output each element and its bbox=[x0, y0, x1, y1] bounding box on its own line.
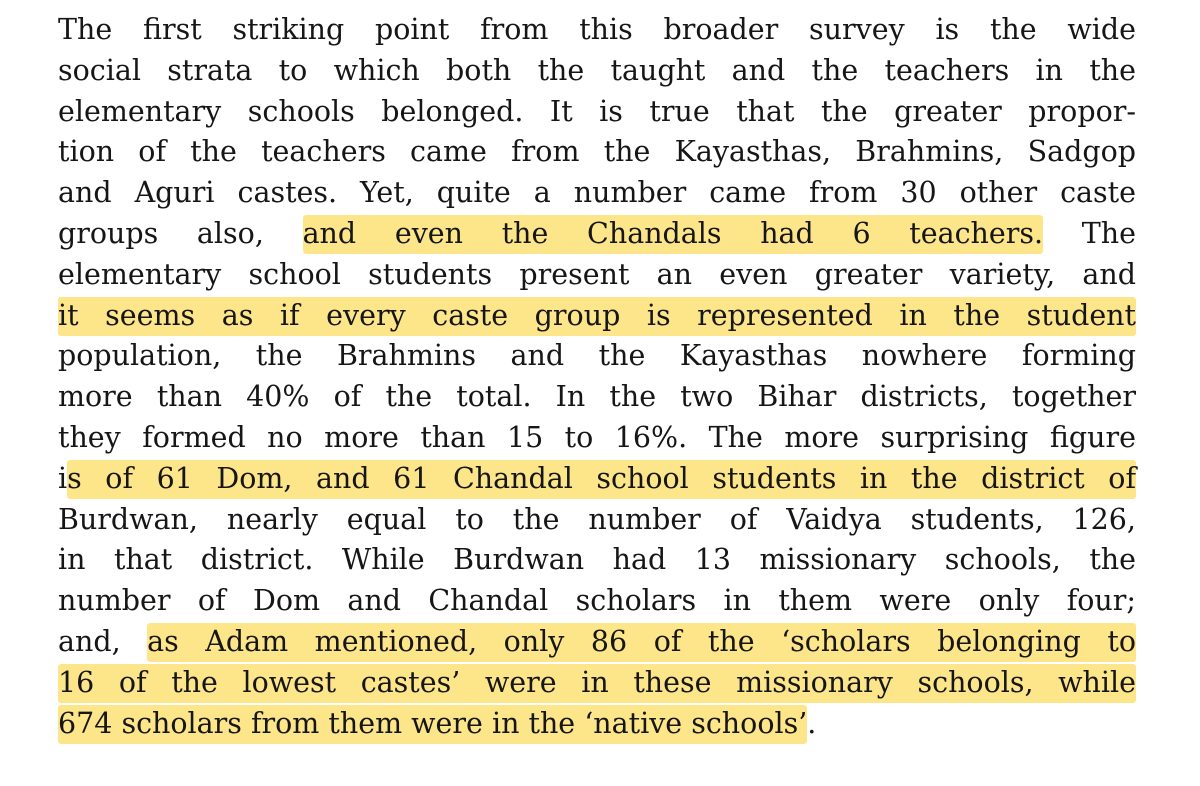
text-line bbox=[58, 663, 1136, 704]
highlighted-text: s of 61 Dom, and 61 Chandal school students in the district of bbox=[67, 460, 1136, 499]
text-line bbox=[58, 622, 1136, 663]
text-line bbox=[58, 214, 1136, 255]
text-line bbox=[58, 500, 1136, 541]
text-line bbox=[58, 704, 1136, 745]
line-text: elementary school students present an even greater variety, and bbox=[58, 257, 1136, 291]
body-paragraph bbox=[58, 10, 1136, 744]
line-text: The bbox=[1043, 216, 1137, 250]
line-text: The first striking point from this broader survey is the wide bbox=[58, 13, 1136, 46]
text-line bbox=[58, 377, 1136, 418]
text-line bbox=[58, 132, 1136, 173]
line-text: more than 40% of the total. In the two Bihar districts, together bbox=[58, 380, 1136, 414]
text-line bbox=[58, 418, 1136, 459]
line-text: and Aguri castes. Yet, quite a number came from 30 other caste bbox=[58, 176, 1136, 210]
highlighted-text: 674 scholars from them were in the ‘native schools’ bbox=[58, 705, 807, 744]
text-line bbox=[58, 255, 1136, 296]
text-line bbox=[58, 336, 1136, 377]
highlighted-text: 16 of the lowest castes’ were in these missionary schools, while bbox=[58, 664, 1136, 703]
line-text: population, the Brahmins and the Kayasthas nowhere forming bbox=[58, 339, 1136, 373]
text-line bbox=[58, 92, 1136, 133]
line-text: in that district. While Burdwan had 13 missionary schools, the bbox=[58, 543, 1136, 577]
text-line bbox=[58, 173, 1136, 214]
line-text: groups also, bbox=[58, 216, 303, 250]
line-text: tion of the teachers came from the Kayasthas, Brahmins, Sadgop bbox=[58, 135, 1136, 169]
text-line bbox=[58, 540, 1136, 581]
line-text: social strata to which both the taught and the teachers in the bbox=[58, 53, 1136, 87]
highlighted-text: and even the Chandals had 6 teachers. bbox=[303, 215, 1044, 254]
text-line bbox=[58, 581, 1136, 622]
line-text: i bbox=[58, 461, 68, 495]
line-text: number of Dom and Chandal scholars in them were only four; bbox=[58, 584, 1136, 618]
line-text: Burdwan, nearly equal to the number of Vaidya students, 126, bbox=[58, 502, 1136, 536]
line-text: . bbox=[807, 706, 817, 740]
highlighted-text: as Adam mentioned, only 86 of the ‘scholars belonging to bbox=[147, 623, 1136, 662]
text-line bbox=[58, 459, 1136, 500]
line-text: elementary schools belonged. It is true that the greater propor- bbox=[58, 94, 1136, 128]
highlighted-text: it seems as if every caste group is represented in the student bbox=[58, 297, 1136, 336]
line-text: they formed no more than 15 to 16%. The more surprising figure bbox=[58, 420, 1136, 454]
line-text: and, bbox=[58, 624, 148, 658]
text-line bbox=[58, 10, 1136, 51]
text-line bbox=[58, 51, 1136, 92]
text-line bbox=[58, 296, 1136, 337]
